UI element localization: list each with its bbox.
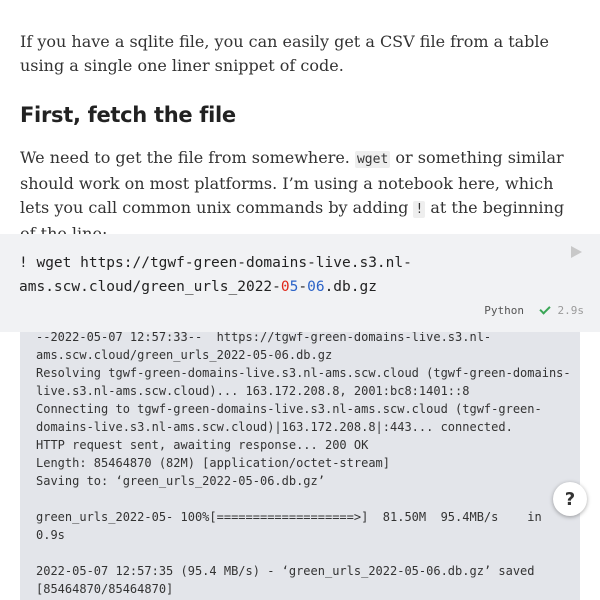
cell-output [20, 332, 580, 600]
section-heading: First, fetch the file [20, 103, 236, 127]
cell-language-label: Python [484, 304, 524, 317]
instructions-text-1: We need to get the file from somewhere. [20, 148, 355, 167]
inline-code-bang: ! [415, 202, 424, 217]
code-number-5: 5 [289, 279, 299, 295]
code-dash: - [298, 279, 308, 295]
inline-code-wget: wget [356, 152, 389, 167]
notebook-code-cell[interactable] [0, 234, 600, 332]
code-editor[interactable] [19, 251, 579, 299]
code-number-0: 0 [280, 279, 290, 295]
code-number-06: 06 [307, 279, 325, 295]
code-line-1: ! wget https://tgwf-green-domains-live.s3.nl- [19, 255, 412, 271]
cell-output-text: --2022-05-07 12:57:33-- https://tgwf-green-domains-live.s3.nl- ams.scw.cloud/green_urls_2022-05-06.db.gz Resolving tgwf-green-domains-live.s3.nl-ams.scw.cloud (tgwf-green-domains- live.s3.nl-ams.scw.cloud)... 163.172.208.8, 2001:bc8:1401::8 Connecting to tgwf-green-domains-live.s3.nl-ams.scw.cloud (tgwf-green- domains-live.s3.nl-ams.scw.cloud)|163.172.208.8|:443... connected. HTTP request sent, awaiting response... 200 OK Length: 85464870 (82M) [application/octet-stream] Saving to: ‘green_urls_2022-05-06.db.gz’ green_urls_2022-05- 100%[===================>] 81.50M 95.4MB/s in 0.9s 2022-05-07 12:57:35 (95.4 MB/s) - ‘green_urls_2022-05-06.db.gz’ saved [85464870/85464870] [36, 332, 571, 596]
instructions-text-2: or something similar should work on most platforms. I’m using a notebook here, which lets you call common unix commands by adding [20, 148, 564, 217]
help-icon: ? [564, 488, 576, 510]
instructions-paragraph [20, 146, 580, 246]
cell-execution-time: 2.9s [557, 304, 584, 317]
help-button[interactable] [553, 482, 587, 516]
instructions-text-3: at the beginning [430, 198, 565, 217]
check-icon [539, 303, 550, 314]
intro-paragraph: If you have a sqlite file, you can easily get a CSV file from a table using a single one liner snippet of code. [20, 32, 550, 75]
code-line-2-a: ams.scw.cloud/green_urls_2022- [19, 279, 281, 295]
code-line-2-f: .db.gz [324, 279, 377, 295]
